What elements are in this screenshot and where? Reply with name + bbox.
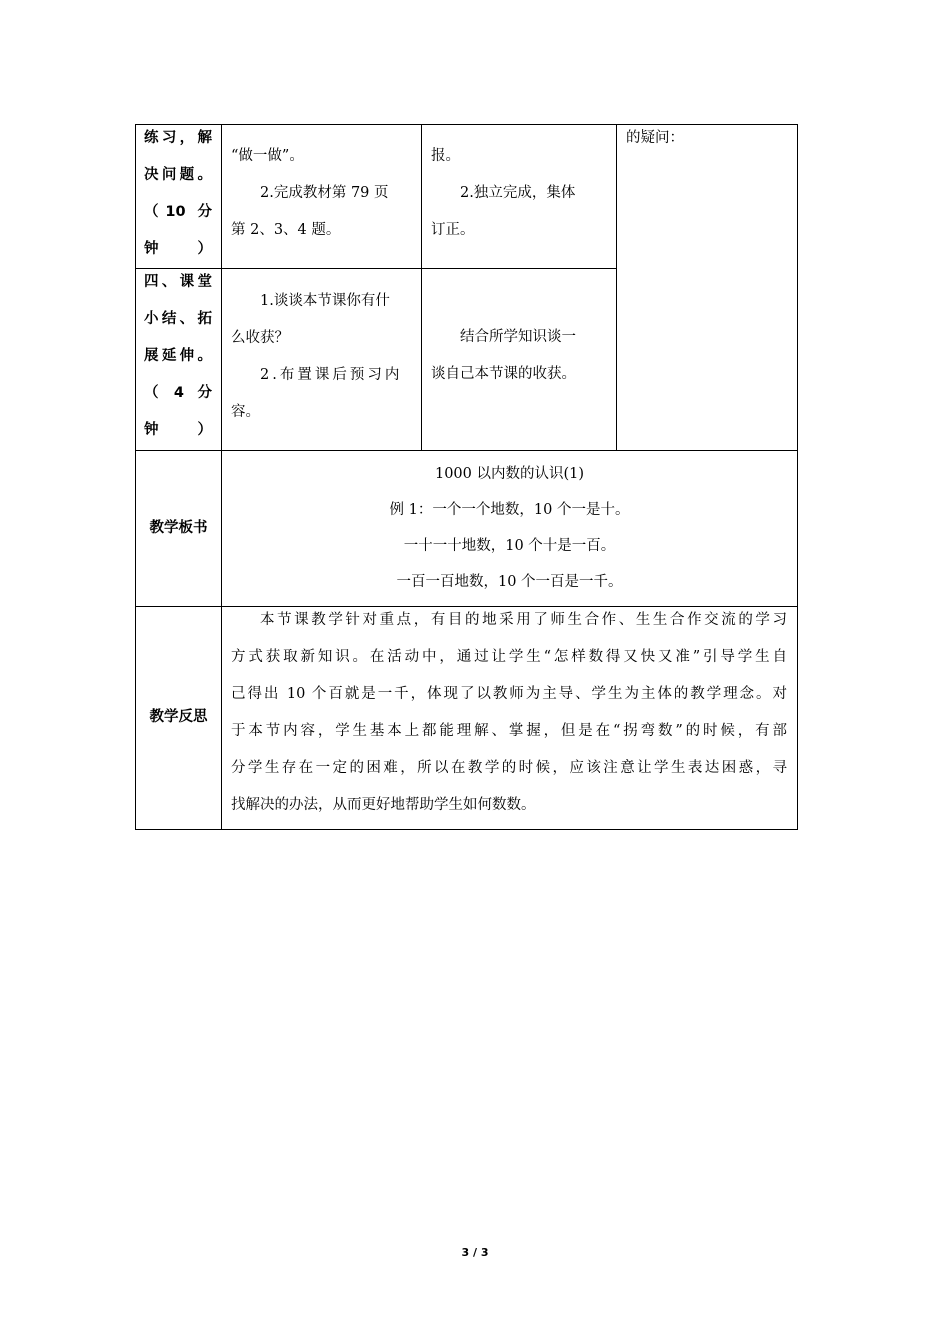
text-line: 报。 <box>431 148 460 164</box>
text-line: 第 2、3、4 题。 <box>231 222 341 238</box>
text-line: 1.谈谈本节课你有什 <box>260 293 390 309</box>
text-line: 订正。 <box>431 222 475 238</box>
label-line: 钟） <box>144 241 212 257</box>
reflection-line: 找解决的办法，从而更好地帮助学生如何数数。 <box>231 797 536 813</box>
reflection-line: 己得出 10 个百就是一千，体现了以教师为主导、学生为主体的教学理念。对 <box>231 686 787 702</box>
text-line: 2.布置课后预习内 <box>260 367 403 383</box>
practice-notes <box>626 120 791 157</box>
table-border-bottom <box>135 829 798 830</box>
label-line: 四、课堂 <box>144 274 212 290</box>
table-border-right <box>797 124 798 830</box>
column-divider-teacher <box>421 124 422 451</box>
text-line: 么收获？ <box>231 330 289 346</box>
board-line: 一百一百地数，10 个一百是一千。 <box>396 574 623 590</box>
board-line: 一十一十地数，10 个十是一百。 <box>403 538 616 554</box>
label-line: （ 4 分 <box>144 385 212 401</box>
reflection-label: 教学反思 <box>149 709 208 725</box>
practice-label <box>144 120 212 268</box>
summary-student-activity <box>431 319 609 393</box>
text-line: 容。 <box>231 404 260 420</box>
column-divider-student <box>616 124 617 451</box>
reflection-line: 方式获取新知识。在活动中，通过让学生“怎样数得又快又准”引导学生自 <box>231 649 787 665</box>
practice-student-activity <box>431 138 609 249</box>
row-divider-board <box>135 450 798 451</box>
text-line: “做一做”。 <box>231 148 304 164</box>
text-line: 谈自己本节课的收获。 <box>431 366 576 382</box>
label-line: 决问题。 <box>144 167 212 183</box>
reflection-line: 本节课教学针对重点，有目的地采用了师生合作、生生合作交流的学习 <box>260 612 787 628</box>
label-line: 展延伸。 <box>144 348 212 364</box>
board-content <box>222 456 797 600</box>
summary-label <box>144 264 212 449</box>
label-line: 练习，解 <box>144 130 212 146</box>
text-line: 结合所学知识谈一 <box>460 329 576 345</box>
page-number: 3 / 3 <box>461 1246 489 1259</box>
practice-teacher-activity <box>231 138 413 249</box>
label-line: 小结、拓 <box>144 311 212 327</box>
label-line: 钟） <box>144 422 212 438</box>
board-label: 教学板书 <box>149 520 208 536</box>
summary-teacher-activity <box>231 283 413 431</box>
text-line: 2.完成教材第 79 页 <box>260 185 389 201</box>
board-line: 例 1：一个一个地数，10 个一是十。 <box>389 502 630 518</box>
reflection-line: 于本节内容，学生基本上都能理解、掌握，但是在“拐弯数”的时候，有部 <box>231 723 787 739</box>
row-divider-inner <box>221 268 616 269</box>
label-line: （10 分 <box>144 204 212 220</box>
reflection-line: 分学生存在一定的困难，所以在教学的时候，应该注意让学生表达困惑，寻 <box>231 760 787 776</box>
text-line: 的疑问： <box>626 130 684 146</box>
reflection-content <box>231 602 787 824</box>
text-line: 2.独立完成，集体 <box>460 185 576 201</box>
board-line: 1000 以内数的认识(1) <box>434 466 585 482</box>
